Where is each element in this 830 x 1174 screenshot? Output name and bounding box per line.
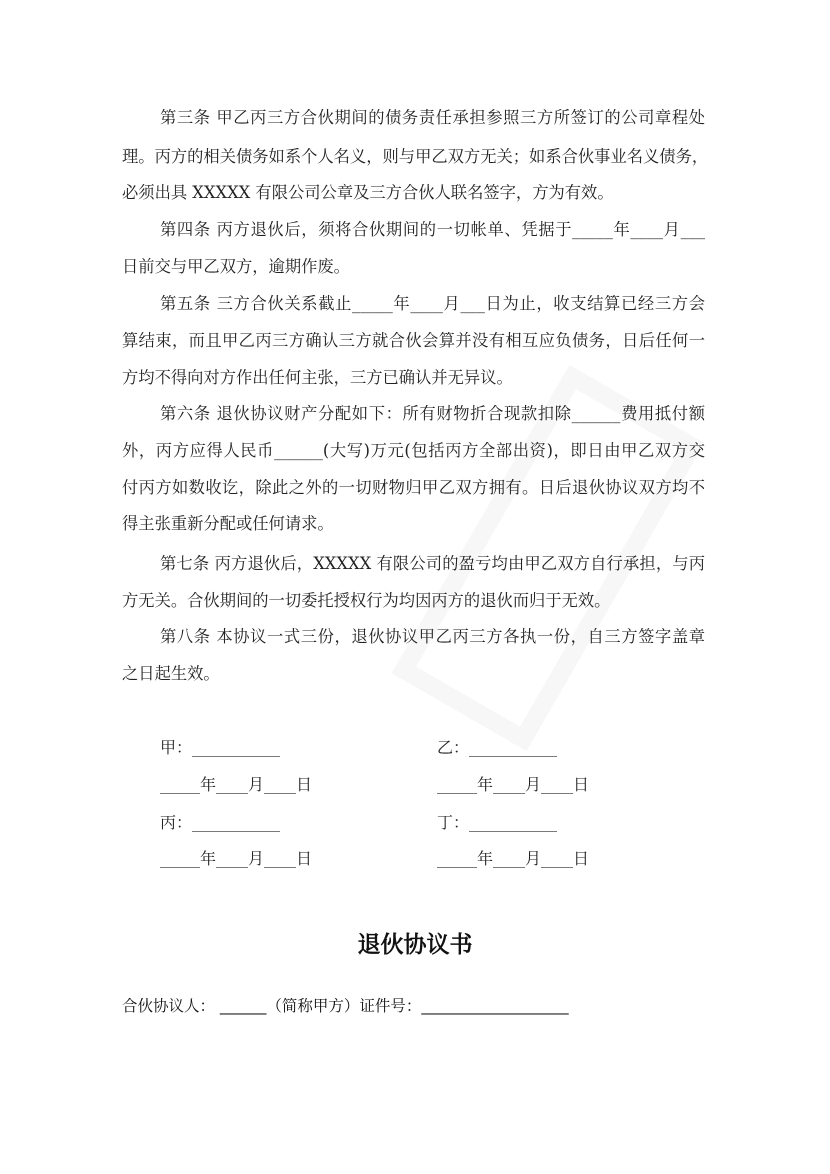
text-line: 之日起生效。	[122, 664, 220, 683]
text-line: 方无关。合伙期间的一切委托授权行为均因丙方的退伙而归于无效。	[122, 591, 611, 610]
signature-yi: 乙：___________	[437, 738, 558, 757]
text-line: 理。丙方的相关债务如系个人名义，则与甲乙双方无关；如系合伙事业名义债务，	[122, 147, 709, 166]
text-line: 外，丙方应得人民币______(大写)万元(包括丙方全部出资)，即日由甲乙双方交	[122, 441, 705, 460]
date-ding: _____年____月____日	[437, 849, 590, 868]
date-bing: _____年____月____日	[160, 849, 313, 868]
text-line: 付丙方如数收讫，除此之外的一切财物归甲乙双方拥有。日后退伙协议双方均不	[122, 478, 705, 497]
signature-ding: 丁：___________	[437, 813, 558, 832]
signature-bing: 丙：___________	[160, 813, 281, 832]
text-line: 第三条 甲乙丙三方合伙期间的债务责任承担参照三方所签订的公司章程处	[160, 108, 705, 127]
text-line: 得主张重新分配或任何请求。	[122, 514, 334, 533]
text-line: 第八条 本协议一式三份，退伙协议甲乙丙三方各执一份，自三方签字盖章	[160, 627, 705, 646]
text-line: 方均不得向对方作出任何主张，三方已确认并无异议。	[122, 368, 513, 387]
signature-jia: 甲：___________	[160, 738, 281, 757]
text-line: 第四条 丙方退伙后，须将合伙期间的一切帐单、凭据于_____年____月___	[160, 220, 705, 239]
party-line: 合伙协议人： ______（简称甲方）证件号：___________________	[122, 997, 569, 1015]
text-line: 第六条 退伙协议财产分配如下：所有财物折合现款扣除______费用抵付额	[160, 404, 705, 423]
text-line: 算结束，而且甲乙丙三方确认三方就合伙会算并没有相互应负债务，日后任何一	[122, 331, 705, 350]
text-line: 第五条 三方合伙关系截止_____年____月___日为止，收支结算已经三方会	[160, 294, 705, 313]
date-yi: _____年____月____日	[437, 775, 590, 794]
document-title: 退伙协议书	[357, 932, 473, 958]
text-line: 日前交与甲乙双方，逾期作废。	[122, 257, 350, 276]
text-line: 必须出具 XXXXX 有限公司公章及三方合伙人联名签字，方为有效。	[122, 183, 614, 202]
date-jia: _____年____月____日	[160, 775, 313, 794]
text-line: 第七条 丙方退伙后，XXXXX 有限公司的盈亏均由甲乙双方自行承担，与丙	[160, 554, 705, 573]
